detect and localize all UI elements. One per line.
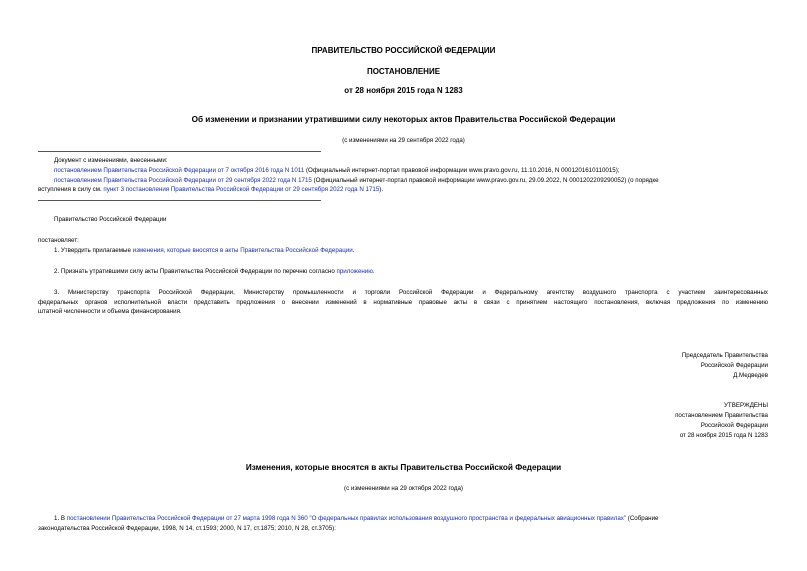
annex-edition-note: (с изменениями на 29 октября 2022 года) — [344, 485, 463, 492]
approved-heading: УТВЕРЖДЕНЫ — [724, 402, 768, 409]
changes-item-2-link[interactable]: постановлением Правительства Российской Федерации от 29 сентября 2022 года N 1715 — [54, 177, 312, 184]
approved-country: Российской Федерации — [700, 422, 768, 429]
annex-paragraph-1-link[interactable]: постановлении Правительства Российской Федерации от 27 марта 1998 года N 360 "О федеральных правилах использования воздушного пространства и федеральных авиационных правилах" — [66, 515, 627, 522]
paragraph-1-link[interactable]: изменения, которые вносятся в акты Правительства Российской Федерации — [132, 247, 353, 254]
changes-item-2-line2 — [38, 185, 383, 194]
approved-date: от 28 ноября 2015 года N 1283 — [679, 432, 768, 439]
signature-position: Председатель Правительства — [681, 352, 768, 359]
changes-bottom-rule — [38, 200, 321, 201]
signature-country: Российской Федерации — [700, 362, 768, 369]
document-title: Об изменении и признании утратившими силу некоторых актов Правительства Российской Федерации — [191, 115, 616, 124]
paragraph-3-line-1: 3. Министерству транспорта Российской Федерации, Министерству промышленности и торговли Российской Федерации и Федеральному агентству воздушного транспорта с участием заинтересованных — [54, 289, 768, 296]
changes-item-2-line2-post: ). — [379, 186, 384, 193]
changes-item-1-link[interactable]: постановлением Правительства Российской Федерации от 7 октября 2016 года N 1011 — [54, 167, 305, 174]
resolves-word: постановляет: — [38, 237, 79, 244]
changes-top-rule — [38, 151, 321, 152]
document-date: от 28 ноября 2015 года N 1283 — [344, 86, 463, 95]
government-heading: ПРАВИТЕЛЬСТВО РОССИЙСКОЙ ФЕДЕРАЦИИ — [311, 46, 496, 55]
changes-item-1-text: (Официальный интернет-портал правовой информации www.pravo.gov.ru, 11.10.2016, N 0001201610110015); — [304, 167, 620, 174]
changes-item-2 — [54, 176, 659, 185]
changes-item-2-line2-pre: вступления в силу см. — [38, 186, 104, 193]
approved-by: постановлением Правительства — [675, 412, 768, 419]
paragraph-2-pre: 2. Признать утратившими силу акты Правительства Российской Федерации по перечню согласно — [54, 268, 337, 275]
paragraph-1-pre: 1. Утвердить прилагаемые — [54, 247, 133, 254]
annex-title: Изменения, которые вносятся в акты Правительства Российской Федерации — [245, 463, 562, 472]
paragraph-2-link[interactable]: приложению — [336, 268, 373, 275]
paragraph-1-post: . — [352, 247, 355, 254]
paragraph-2-post: . — [372, 268, 375, 275]
annex-paragraph-1 — [54, 514, 659, 523]
annex-paragraph-1-pre: 1. В — [54, 515, 67, 522]
paragraph-1 — [54, 246, 354, 255]
paragraph-2 — [54, 267, 375, 276]
document-type: ПОСТАНОВЛЕНИЕ — [366, 67, 441, 76]
changes-item-1 — [54, 166, 620, 175]
government-name: Правительство Российской Федерации — [54, 216, 167, 223]
changes-intro: Документ с изменениями, внесенными: — [54, 157, 168, 164]
annex-paragraph-1-post: (Собрание — [626, 515, 659, 522]
edition-note: (с изменениями на 29 сентября 2022 года) — [342, 137, 465, 144]
changes-item-2-text: (Официальный интернет-портал правовой информации www.pravo.gov.ru, 29.09.2022, N 0001202209290052) (о порядке — [311, 177, 659, 184]
signature-name: Д.Медведев — [733, 372, 768, 379]
annex-paragraph-1-line2: законодательства Российской Федерации, 1998, N 14, ст.1593; 2000, N 17, ст.1875; 2010, N 28, ст.3705): — [38, 525, 336, 532]
paragraph-3-line-2: федеральных органов исполнительной власти представить предложения о внесении изменений в нормативные правовые акты в связи с принятием настоящего постановления, включая предложения по изменению — [38, 299, 768, 306]
changes-item-2-line2-link[interactable]: пункт 3 постановления Правительства Российской Федерации от 29 сентября 2022 года N 1715 — [103, 186, 380, 193]
paragraph-3-line-3: штатной численности и объема финансирования. — [38, 308, 182, 315]
